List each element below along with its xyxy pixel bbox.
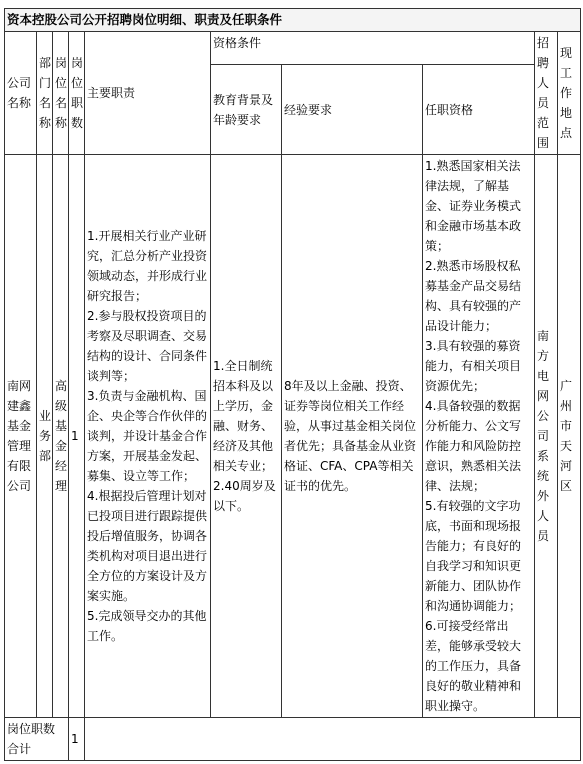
table-row bbox=[5, 155, 581, 718]
header-education-age: 教育背景及年龄要求 bbox=[211, 65, 282, 155]
header-position: 岗位名称 bbox=[53, 32, 69, 155]
header-duties: 主要职责 bbox=[85, 32, 211, 155]
cell-education-age: 1.全日制统招本科及以上学历，金融、财务、经济及其他相关专业； 2.40周岁及以下。 bbox=[211, 155, 282, 718]
header-experience: 经验要求 bbox=[282, 65, 423, 155]
header-company: 公司名称 bbox=[5, 32, 37, 155]
header-department: 部门名称 bbox=[37, 32, 53, 155]
cell-requirements: 1.熟悉国家相关法律法规，了解基金、证券业务模式和金融市场基本政策； 2.熟悉市场股权私募基金产品交易结构、具有较强的产品设计能力； 3.具有较强的募资能力，有相关项目资源优先； 4.具备较强的数据分析能力、公文写作能力和风险防控意识，熟悉相关法律、法规； 5.有较强的文字功底，书面和现场报告能力；有良好的自我学习和知识更新能力、团队协作和沟通协调能力； 6.可接受经常出差，能够承受较大的工作压力，具备良好的敬业精神和职业操守。 bbox=[423, 155, 535, 718]
header-requirements: 任职资格 bbox=[423, 65, 535, 155]
cell-experience: 8年及以上金融、投资、证券等岗位相关工作经验，从事过基金相关岗位者优先；具备基金从业资格证、CFA、CPA等相关证书的优先。 bbox=[282, 155, 423, 718]
cell-count: 1 bbox=[69, 155, 85, 718]
job-table bbox=[4, 8, 581, 761]
cell-duties: 1.开展相关行业产业研究，汇总分析产业投资领域动态，并形成行业研究报告； 2.参与股权投资项目的考察及尽职调查、交易结构的设计、合同条件谈判等； 3.负责与金融机构、国企、央企等合作伙伴的谈判，并设计基金合作方案，开展基金发起、募集、设立等工作； 4.根据投后管理计划对已投项目进行跟踪提供投后增值服务，协调各类机构对项目退出进行全方位的方案设计及方案实施。 5.完成领导交办的其他工作。 bbox=[85, 155, 211, 718]
header-qualification-group: 资格条件 bbox=[211, 32, 535, 65]
table-title: 资本控股公司公开招聘岗位明细、职责及任职条件 bbox=[5, 9, 581, 32]
total-label: 岗位职数合计 bbox=[5, 718, 69, 761]
header-recruit-scope: 招聘人员范围 bbox=[535, 32, 558, 155]
header-work-location: 现工作地点 bbox=[558, 32, 581, 155]
cell-department: 业务部 bbox=[37, 155, 53, 718]
total-blank bbox=[85, 718, 581, 761]
cell-company: 南网建鑫基金管理有限公司 bbox=[5, 155, 37, 718]
header-count: 岗位职数 bbox=[69, 32, 85, 155]
cell-recruit-scope: 南方电网公司系统外人员 bbox=[535, 155, 558, 718]
cell-work-location: 广州市天河区 bbox=[558, 155, 581, 718]
total-value: 1 bbox=[69, 718, 85, 761]
cell-position: 高级基金经理 bbox=[53, 155, 69, 718]
total-row bbox=[5, 718, 581, 761]
